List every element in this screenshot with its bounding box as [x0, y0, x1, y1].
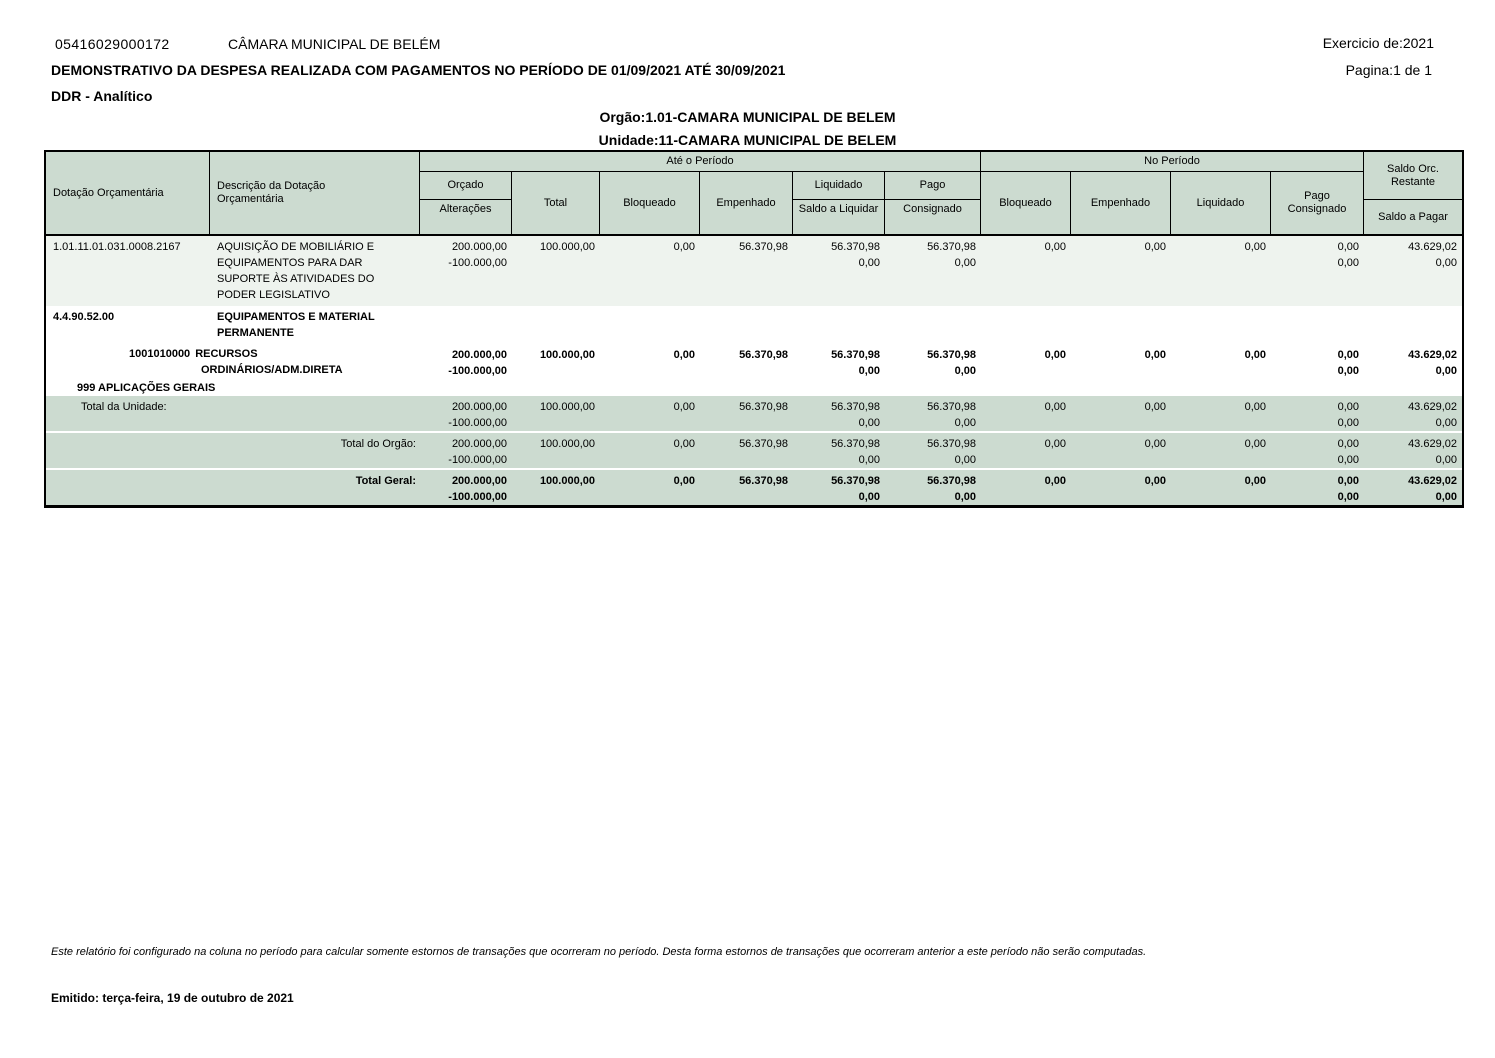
value-cell — [420, 470, 512, 505]
value-bottom — [600, 363, 695, 379]
value-cell — [600, 236, 700, 271]
value-top: 0,00 — [1244, 349, 1266, 361]
value-bottom — [1071, 489, 1166, 505]
value-bottom — [981, 489, 1066, 505]
value-bottom: -100.000,00 — [448, 257, 507, 269]
value-top: 0,00 — [673, 349, 695, 361]
value-cell — [793, 344, 885, 379]
value-top: 0,00 — [1244, 475, 1266, 487]
value-bottom: 0,00 — [1435, 454, 1457, 466]
value-bottom — [512, 255, 595, 271]
value-cell — [1364, 470, 1462, 505]
fonte-code: 1001010000 — [129, 348, 191, 360]
value-top: 0,00 — [1244, 241, 1266, 253]
dotacao-description — [210, 236, 420, 306]
value-bottom: 0,00 — [954, 491, 976, 503]
header-bloqueado: Bloqueado — [600, 172, 700, 234]
value-bottom: 0,00 — [858, 257, 880, 269]
value-bottom: 0,00 — [1337, 257, 1359, 269]
value-top: 100.000,00 — [539, 401, 595, 413]
aplicacoes-label: 999 APLICAÇÕES GERAIS — [77, 382, 216, 394]
value-bottom — [512, 489, 595, 505]
value-bottom — [981, 363, 1066, 379]
value-cell — [793, 396, 885, 431]
value-cell — [1071, 344, 1171, 379]
fonte-desc-line2: ORDINÁRIOS/ADM.DIRETA — [201, 364, 343, 376]
value-top: 200.000,00 — [451, 241, 507, 253]
value-top: 0,00 — [1144, 438, 1166, 450]
value-top: 100.000,00 — [539, 241, 595, 253]
value-top: 0,00 — [1337, 475, 1359, 487]
value-bottom: -100.000,00 — [448, 365, 507, 377]
value-cell — [885, 470, 981, 505]
value-bottom — [700, 255, 788, 271]
description-line: PERMANENTE — [217, 327, 295, 339]
document-number: 05416029000172 — [55, 36, 170, 52]
value-top: 43.629,02 — [1408, 349, 1457, 361]
value-top: 0,00 — [1044, 349, 1066, 361]
header-descricao — [210, 152, 420, 234]
unidade-line: Unidade:11-CAMARA MUNICIPAL DE BELEM — [598, 132, 897, 148]
document-header-line — [55, 36, 440, 52]
header-saldo-line2: Restante — [1390, 175, 1436, 188]
value-cell — [700, 433, 793, 468]
value-cell — [981, 396, 1071, 431]
value-top: 100.000,00 — [539, 475, 595, 487]
header-saldo-a-pagar: Saldo a Pagar — [1378, 210, 1448, 223]
value-top: 0,00 — [1044, 401, 1066, 413]
value-top: 56.370,98 — [739, 438, 788, 450]
value-bottom: 0,00 — [858, 491, 880, 503]
value-top: 56.370,98 — [927, 401, 976, 413]
value-cell — [600, 396, 700, 431]
value-top: 0,00 — [1244, 401, 1266, 413]
header-saldo-orc-restante — [1364, 152, 1462, 200]
value-cell — [512, 344, 600, 379]
value-cell — [793, 433, 885, 468]
value-top: 56.370,98 — [831, 475, 880, 487]
value-top: 200.000,00 — [451, 475, 507, 487]
elemento-description — [210, 306, 420, 344]
header-group-no-periodo: No Período — [981, 152, 1364, 172]
description-line: EQUIPAMENTOS PARA DAR — [217, 257, 363, 269]
value-top: 0,00 — [1144, 475, 1166, 487]
header-descricao-line1: Descrição da Dotação — [217, 180, 326, 192]
emitted-date: Emitido: terça-feira, 19 de outubro de 2021 — [51, 991, 294, 1005]
value-bottom — [1171, 489, 1266, 505]
value-bottom — [512, 415, 595, 431]
row-total-geral — [46, 468, 1462, 505]
value-top: 0,00 — [673, 401, 695, 413]
value-bottom — [700, 415, 788, 431]
value-bottom — [1071, 363, 1166, 379]
value-top: 0,00 — [1244, 438, 1266, 450]
header-consignado: Consignado — [885, 200, 981, 234]
value-cell — [420, 433, 512, 468]
value-cell — [1071, 236, 1171, 271]
value-cell — [600, 344, 700, 379]
orgao-line: Orgão:1.01-CAMARA MUNICIPAL DE BELEM — [599, 109, 896, 125]
value-cell — [1271, 344, 1364, 379]
dotacao-code: 1.01.11.01.031.0008.2167 — [53, 241, 181, 253]
value-bottom — [512, 363, 595, 379]
value-top: 0,00 — [673, 438, 695, 450]
value-top: 0,00 — [1337, 438, 1359, 450]
value-cell — [793, 236, 885, 271]
value-bottom: 0,00 — [954, 257, 976, 269]
row-total-unidade — [46, 396, 1462, 431]
header-saldo-a-liquidar: Saldo a Liquidar — [793, 200, 885, 234]
row-dotacao — [46, 236, 1462, 306]
value-bottom: -100.000,00 — [448, 417, 507, 429]
value-bottom — [1071, 255, 1166, 271]
entity-name: CÂMARA MUNICIPAL DE BELÉM — [228, 36, 441, 52]
value-cell — [1071, 470, 1171, 505]
header-pago: Pago — [885, 172, 981, 200]
value-bottom — [512, 452, 595, 468]
value-cell — [1364, 396, 1462, 431]
value-cell — [1171, 344, 1271, 379]
value-cell — [512, 433, 600, 468]
value-top: 0,00 — [1044, 475, 1066, 487]
value-cell — [1271, 236, 1364, 271]
header-saldo-line1: Saldo Orc. — [1387, 162, 1439, 175]
value-bottom: 0,00 — [1435, 257, 1457, 269]
value-cell — [512, 470, 600, 505]
header-group-ate-periodo: Até o Período — [420, 152, 981, 172]
value-cell — [700, 344, 793, 379]
header-total: Total — [512, 172, 600, 234]
value-top: 100.000,00 — [539, 438, 595, 450]
header-np-empenhado: Empenhado — [1071, 172, 1171, 234]
value-cell — [885, 396, 981, 431]
elemento-code: 4.4.90.52.00 — [53, 311, 115, 323]
value-bottom: -100.000,00 — [448, 454, 507, 466]
value-cell — [700, 470, 793, 505]
value-cell — [512, 396, 600, 431]
value-bottom — [981, 255, 1066, 271]
value-top: 200.000,00 — [451, 349, 507, 361]
value-cell — [700, 236, 793, 271]
value-cell — [981, 344, 1071, 379]
value-bottom — [981, 452, 1066, 468]
header-np-pago-line2: Consignado — [1287, 203, 1347, 215]
value-top: 43.629,02 — [1408, 475, 1457, 487]
value-top: 56.370,98 — [831, 241, 880, 253]
value-top: 56.370,98 — [739, 401, 788, 413]
value-bottom — [600, 255, 695, 271]
value-bottom: 0,00 — [954, 454, 976, 466]
value-cell — [1271, 433, 1364, 468]
value-cell — [700, 396, 793, 431]
value-top: 43.629,02 — [1408, 241, 1457, 253]
value-cell — [981, 236, 1071, 271]
value-top: 0,00 — [673, 475, 695, 487]
value-cell — [1271, 396, 1364, 431]
value-bottom — [1171, 415, 1266, 431]
value-cell — [600, 470, 700, 505]
value-top: 56.370,98 — [831, 349, 880, 361]
value-bottom: 0,00 — [1435, 417, 1457, 429]
row-fonte — [46, 344, 1462, 380]
value-bottom: 0,00 — [1337, 365, 1359, 377]
value-top: 56.370,98 — [831, 401, 880, 413]
value-bottom — [1071, 415, 1166, 431]
exercise-label: Exercicio de:2021 — [1322, 35, 1434, 51]
value-bottom: 0,00 — [954, 417, 976, 429]
value-bottom — [1171, 255, 1266, 271]
value-bottom — [1171, 363, 1266, 379]
value-bottom — [700, 363, 788, 379]
description-line: PODER LEGISLATIVO — [217, 289, 330, 301]
value-bottom — [700, 452, 788, 468]
value-bottom — [1171, 452, 1266, 468]
value-top: 0,00 — [1144, 241, 1166, 253]
header-np-pago-line1: Pago — [1304, 190, 1330, 202]
value-top: 0,00 — [1144, 401, 1166, 413]
row-elemento — [46, 306, 1462, 344]
value-bottom — [1071, 452, 1166, 468]
value-top: 43.629,02 — [1408, 401, 1457, 413]
value-top: 200.000,00 — [451, 401, 507, 413]
value-top: 0,00 — [1337, 401, 1359, 413]
value-cell — [1271, 470, 1364, 505]
value-bottom — [600, 489, 695, 505]
value-top: 56.370,98 — [927, 241, 976, 253]
header-liquidado: Liquidado — [793, 172, 885, 200]
value-cell — [1071, 433, 1171, 468]
description-line: EQUIPAMENTOS E MATERIAL — [217, 311, 375, 323]
value-top: 43.629,02 — [1408, 438, 1457, 450]
value-cell — [512, 236, 600, 271]
header-dotacao: Dotação Orçamentária — [46, 152, 210, 234]
value-cell — [981, 433, 1071, 468]
value-top: 56.370,98 — [739, 349, 788, 361]
fonte-label — [46, 344, 420, 378]
value-cell — [420, 396, 512, 431]
report-footnote: Este relatório foi configurado na coluna no período para calcular somente estornos de transações que ocorreram no período. Desta forma estornos de transações que ocorreram anterior a este período não serão computadas. — [51, 946, 1147, 958]
value-top: 0,00 — [1337, 241, 1359, 253]
value-bottom: 0,00 — [1337, 454, 1359, 466]
value-top: 0,00 — [1044, 438, 1066, 450]
value-bottom — [981, 415, 1066, 431]
header-orcado: Orçado — [420, 172, 512, 200]
value-bottom: 0,00 — [858, 454, 880, 466]
value-cell — [1171, 396, 1271, 431]
value-bottom: 0,00 — [858, 365, 880, 377]
value-bottom: -100.000,00 — [448, 491, 507, 503]
value-bottom: 0,00 — [858, 417, 880, 429]
value-top: 56.370,98 — [927, 475, 976, 487]
value-cell — [885, 344, 981, 379]
value-top: 56.370,98 — [739, 475, 788, 487]
report-type-label: DDR - Analítico — [51, 88, 153, 104]
table-body — [46, 236, 1462, 505]
value-top: 56.370,98 — [831, 438, 880, 450]
value-cell — [420, 344, 512, 379]
value-cell — [885, 433, 981, 468]
value-top: 0,00 — [1044, 241, 1066, 253]
description-line: AQUISIÇÃO DE MOBILIÁRIO E — [217, 241, 375, 253]
value-top: 0,00 — [673, 241, 695, 253]
value-cell — [1171, 433, 1271, 468]
value-bottom — [600, 415, 695, 431]
value-top: 100.000,00 — [539, 349, 595, 361]
table-header — [46, 152, 1462, 236]
value-bottom — [700, 489, 788, 505]
value-top: 200.000,00 — [451, 438, 507, 450]
value-cell — [1071, 396, 1171, 431]
header-np-liquidado: Liquidado — [1171, 172, 1271, 234]
value-top: 56.370,98 — [739, 241, 788, 253]
value-bottom: 0,00 — [954, 365, 976, 377]
value-cell — [420, 236, 512, 271]
total-orgao-label: Total do Orgão: — [340, 438, 416, 450]
value-top: 56.370,98 — [927, 349, 976, 361]
header-descricao-line2: Orçamentária — [217, 193, 284, 205]
report-table — [44, 150, 1464, 508]
value-bottom: 0,00 — [1337, 417, 1359, 429]
total-geral-label: Total Geral: — [355, 475, 416, 487]
value-top: 56.370,98 — [927, 438, 976, 450]
value-cell — [600, 433, 700, 468]
value-bottom: 0,00 — [1435, 365, 1457, 377]
fonte-desc-line1: RECURSOS — [195, 348, 258, 360]
value-cell — [1171, 470, 1271, 505]
header-np-bloqueado: Bloqueado — [981, 172, 1071, 234]
page-number-label: Pagina:1 de 1 — [1345, 62, 1432, 78]
value-cell — [1364, 236, 1462, 271]
total-unidade-label: Total da Unidade: — [81, 401, 167, 413]
value-cell — [885, 236, 981, 271]
header-alteracoes: Alterações — [420, 200, 512, 234]
value-top: 0,00 — [1337, 349, 1359, 361]
row-aplicacoes — [46, 380, 1462, 396]
header-empenhado: Empenhado — [700, 172, 793, 234]
value-bottom: 0,00 — [1435, 491, 1457, 503]
header-np-pago-consignado — [1271, 172, 1364, 234]
description-line: SUPORTE ÀS ATIVIDADES DO — [217, 273, 375, 285]
value-cell — [1171, 236, 1271, 271]
value-bottom — [600, 452, 695, 468]
value-top: 0,00 — [1144, 349, 1166, 361]
value-cell — [793, 470, 885, 505]
report-title: DEMONSTRATIVO DA DESPESA REALIZADA COM PAGAMENTOS NO PERÍODO DE 01/09/2021 ATÉ 30/09/2021 — [51, 62, 786, 78]
value-cell — [981, 470, 1071, 505]
value-cell — [1364, 344, 1462, 379]
row-total-orgao — [46, 431, 1462, 468]
value-bottom: 0,00 — [1337, 491, 1359, 503]
value-cell — [1364, 433, 1462, 468]
